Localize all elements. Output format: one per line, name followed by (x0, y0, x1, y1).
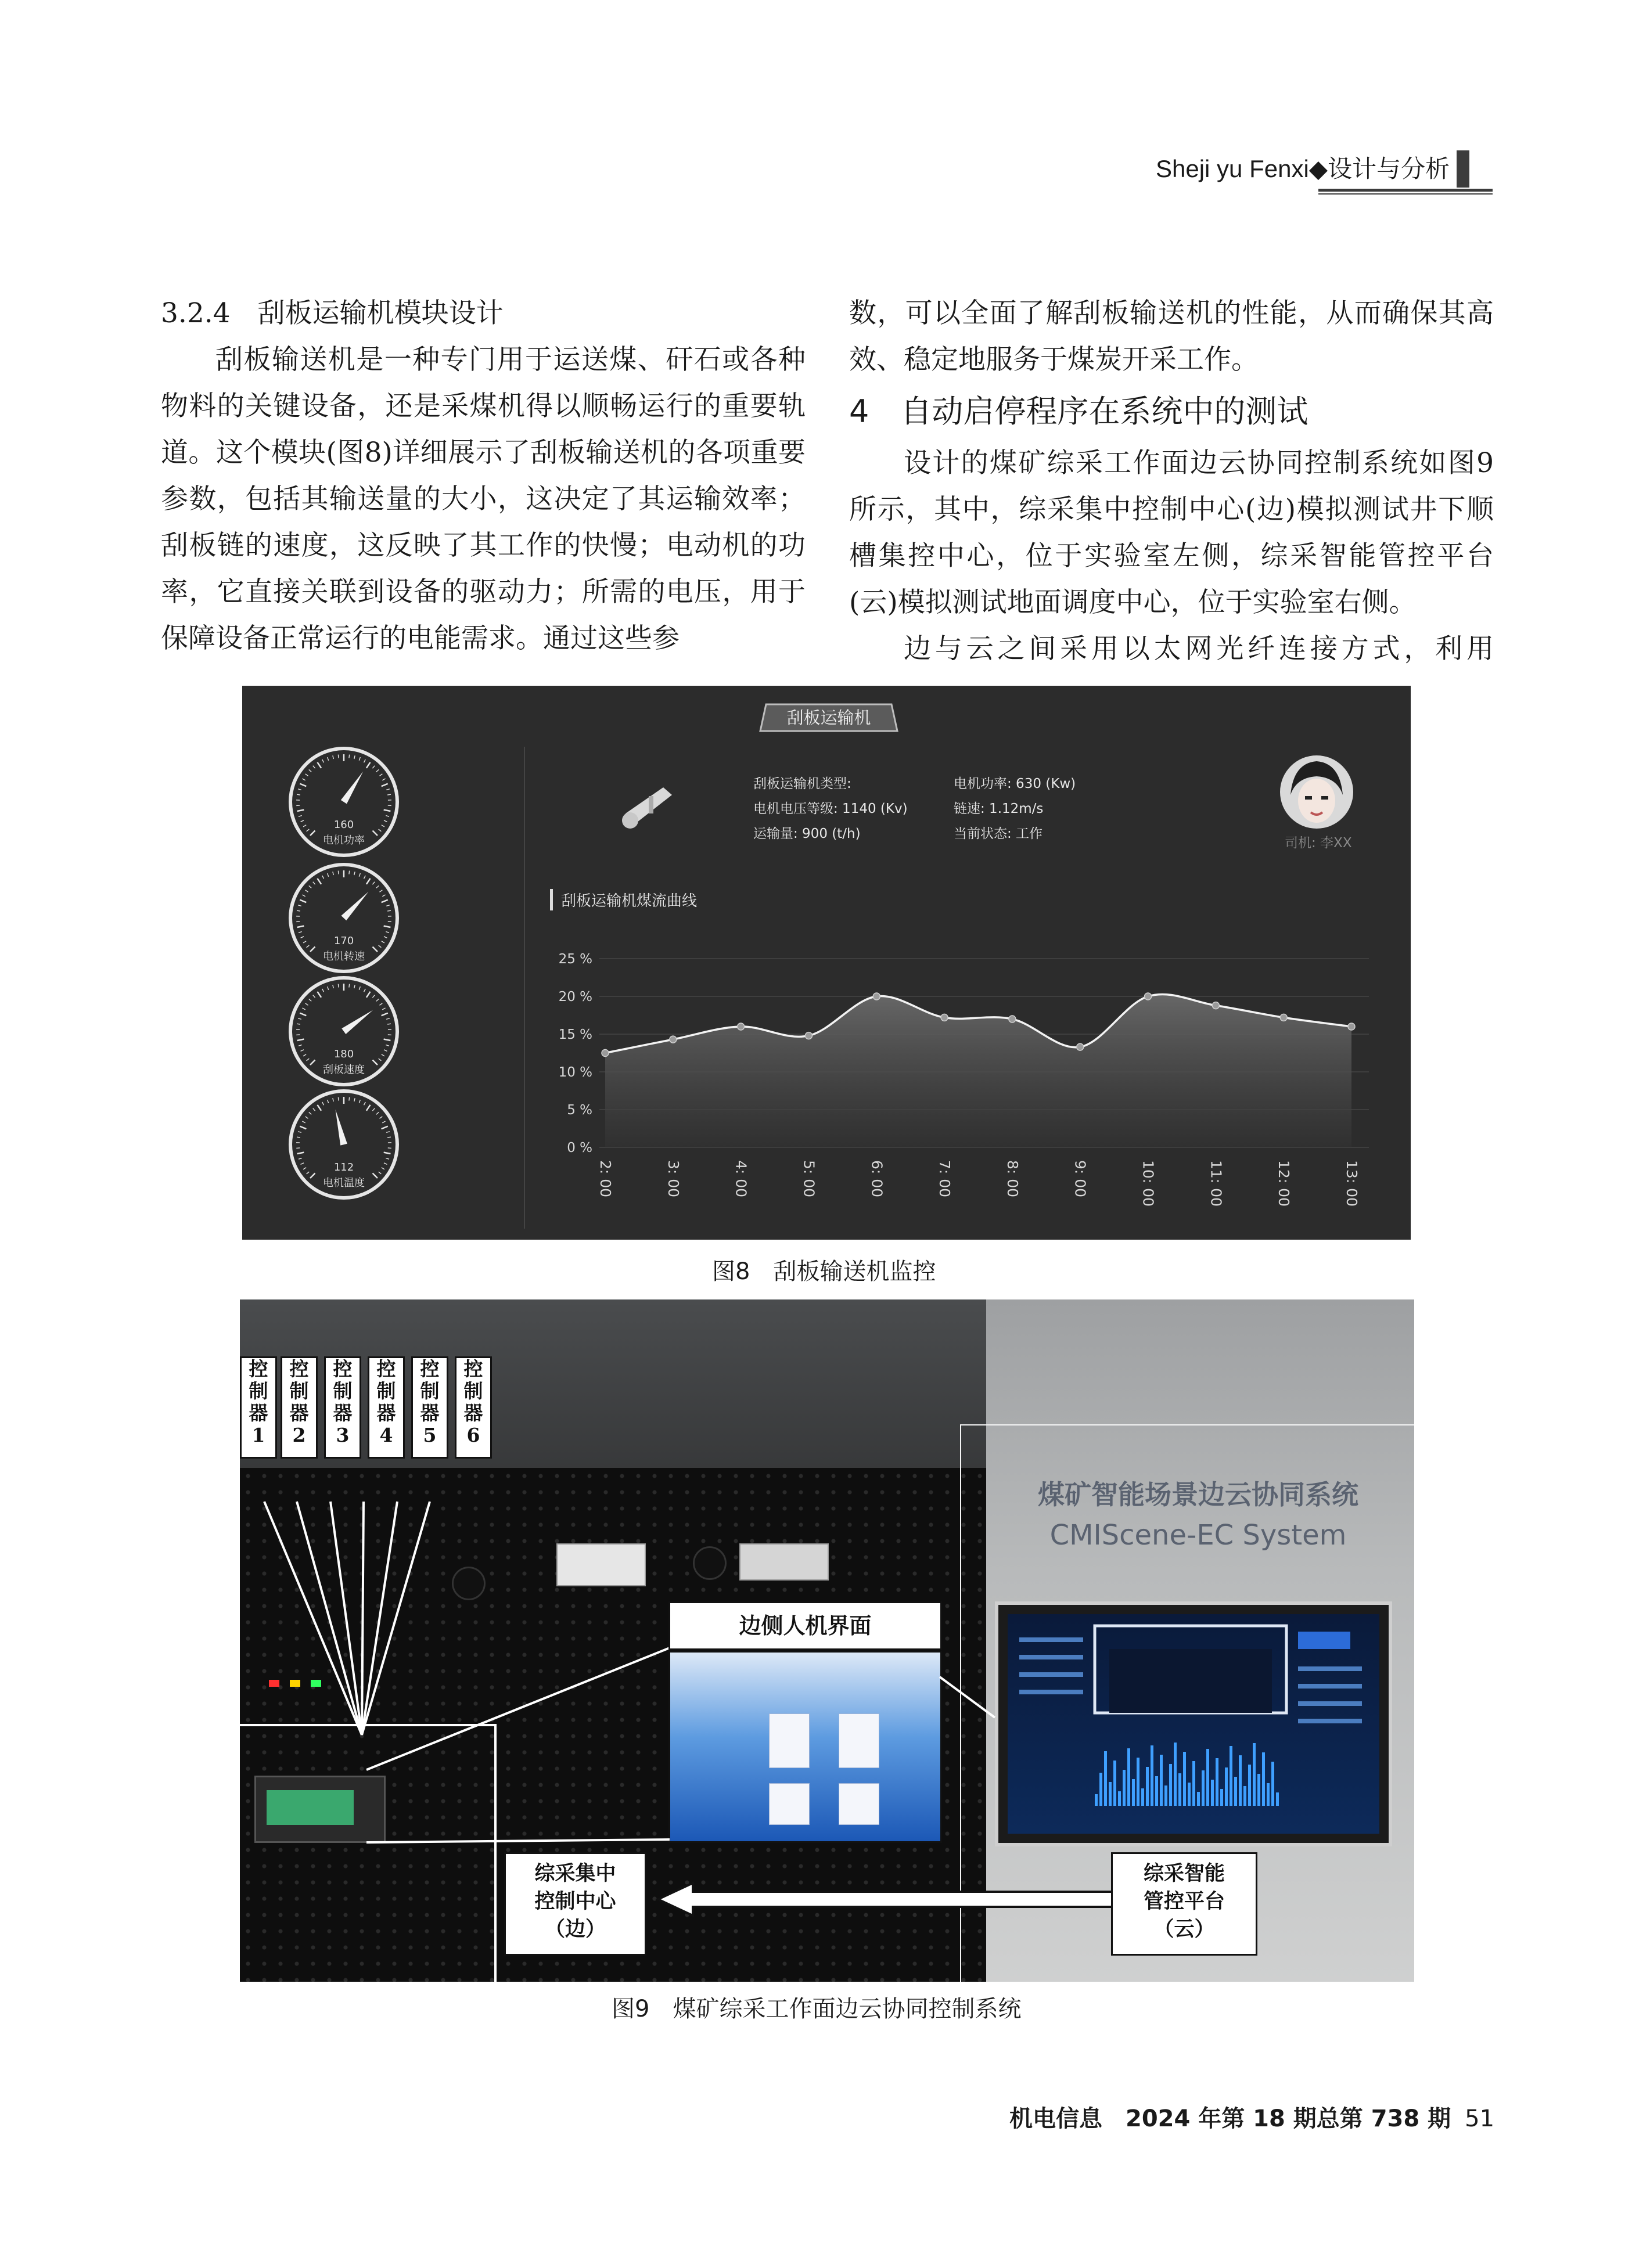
info-type: 刮板运输机类型: (753, 776, 851, 791)
gauge-value: 170 (333, 935, 354, 947)
right-column (849, 290, 1494, 672)
journal-info: 机电信息 2024 年第 18 期总第 738 期 (1009, 2105, 1451, 2132)
gauge-value: 180 (333, 1048, 354, 1060)
coal-flow-chart (533, 906, 1404, 1232)
chart-point (1348, 1023, 1355, 1030)
chart-xtick-label: 7: 00 (936, 1160, 954, 1198)
gauge-tick (387, 794, 391, 795)
chart-point (1009, 1016, 1016, 1023)
chart-xtick-label: 4: 00 (732, 1160, 750, 1198)
edge-control-center-label: 综采集中 控制中心 （边） (504, 1852, 646, 1956)
wall-title-en: CMIScene-EC System (1049, 1519, 1347, 1551)
gauge-tick (387, 910, 391, 911)
header-pinyin: Sheji yu Fenxi (1156, 155, 1309, 182)
chart-xtick-label: 3: 00 (664, 1160, 682, 1198)
gauge-label: 电机温度 (323, 1177, 365, 1189)
chart-xtick-label: 8: 00 (1004, 1160, 1021, 1198)
header-diamond: ◆ (1309, 155, 1328, 182)
subsection-heading: 3.2.4 刮板运输机模块设计 (161, 297, 504, 329)
gauge-tick (297, 910, 300, 911)
panel-divider (524, 747, 525, 1229)
figure-8-panel (242, 686, 1411, 1240)
chart-ytick-label: 5 % (567, 1103, 592, 1118)
gauge-tick (338, 755, 339, 758)
section-heading: 4 自动启停程序在系统中的测试 (849, 393, 1309, 430)
info-volume: 运输量: 900 (t/h) (753, 826, 861, 841)
operator-name: 司机: 李XX (1285, 836, 1352, 851)
edge-hmi-label: 边侧人机界面 (668, 1601, 942, 1650)
header-section-title: 设计与分析 (1328, 154, 1450, 183)
header-rule-thin (1318, 193, 1493, 195)
gauge-label: 刮板速度 (323, 1064, 365, 1076)
controller-2-label: 控 制 器 2 (281, 1356, 318, 1459)
chart-point (873, 993, 880, 1000)
info-status: 当前状态: 工作 (954, 826, 1043, 841)
chart-xtick-label: 10: 00 (1139, 1160, 1157, 1207)
chart-ytick-label: 10 % (558, 1065, 592, 1080)
chart-xtick-label: 9: 00 (1072, 1160, 1089, 1198)
info-power: 电机功率: 630 (Kw) (954, 776, 1076, 791)
left-column (161, 290, 806, 662)
gauge-tick (349, 871, 350, 874)
chart-xtick-label: 2: 00 (597, 1160, 614, 1198)
chart-title: 刮板运输机煤流曲线 (550, 889, 697, 910)
conveyor-machine-icon (614, 779, 678, 831)
gauge-tick (349, 984, 350, 988)
chart-ytick-label: 15 % (558, 1027, 592, 1042)
chart-ytick-label: 25 % (558, 952, 592, 967)
header-rule (1318, 189, 1493, 192)
chart-xtick-label: 12: 00 (1275, 1160, 1293, 1207)
figure-8-caption: 图8 刮板输送机监控 (712, 1258, 936, 1285)
operator-avatar (1279, 754, 1354, 830)
left-paragraph: 刮板输送机是一种专门用于运送煤、矸石或各种物料的关键设备，还是采煤机得以顺畅运行的重要轨道。这个模块(图8)详细展示了刮板输送机的各项重要参数，包括其输送量的大小，这决定了其运输效率；刮板链的速度，这反映了其工作的快慢；电动机的功率，它直接关联到设备的驱动力；所需的电压，用于保障设备正常运行的电能需求。通过这些参 (161, 344, 806, 654)
controller-4-label: 控 制 器 4 (368, 1356, 405, 1459)
chart-xtick-label: 5: 00 (800, 1160, 818, 1198)
page-number: 51 (1465, 2105, 1495, 2132)
gauge-tick (338, 1097, 339, 1101)
gauge-label: 电机转速 (323, 951, 365, 963)
gauge-value: 160 (333, 819, 354, 831)
panel-title: 刮板运输机 (786, 708, 871, 728)
figure-9-photo (240, 1299, 1414, 1982)
gauge-label: 电机功率 (323, 834, 365, 847)
gauge-motor-temp (283, 1086, 405, 1208)
gauge-tick (349, 1097, 350, 1101)
right-paragraph-2: 设计的煤矿综采工作面边云协同控制系统如图9所示，其中，综采集中控制中心(边)模拟测试井下顺槽集控中心，位于实验室左侧，综采智能管控平台(云)模拟测试地面调度中心，位于实验室右侧。 (849, 447, 1494, 618)
gauge-value: 112 (333, 1161, 354, 1173)
gauge-scraper-speed (283, 973, 405, 1095)
chart-ytick-label: 20 % (558, 989, 592, 1005)
chart-ytick-label: 0 % (567, 1140, 592, 1155)
edge-cloud-link-arrow (658, 1883, 1163, 1916)
controller-3-label: 控 制 器 3 (324, 1356, 361, 1459)
info-voltage: 电机电压等级: 1140 (Kv) (753, 801, 908, 816)
figure-9-caption: 图9 煤矿综采工作面边云协同控制系统 (612, 1996, 1022, 2022)
chart-point (738, 1023, 745, 1030)
right-paragraph-continued: 数，可以全面了解刮板输送机的性能，从而确保其高效、稳定地服务于煤炭开采工作。 (849, 297, 1494, 376)
info-chain-speed: 链速: 1.12m/s (954, 801, 1044, 816)
gauge-tick (338, 871, 339, 874)
header-bar-icon (1457, 150, 1469, 188)
chart-xtick-label: 13: 00 (1343, 1160, 1360, 1207)
chart-point (670, 1036, 677, 1043)
chart-point (602, 1050, 609, 1057)
chart-xtick-label: 11: 00 (1207, 1160, 1225, 1207)
gauge-tick (349, 755, 350, 758)
controller-5-label: 控 制 器 5 (411, 1356, 448, 1459)
chart-xtick-label: 6: 00 (868, 1160, 886, 1198)
chart-point (805, 1032, 812, 1039)
chart-point (941, 1014, 948, 1021)
gauge-motor-power (283, 744, 405, 866)
chart-point (1280, 1014, 1287, 1021)
gauge-tick (297, 794, 300, 795)
right-paragraph-3: 边与云之间采用以太网光纤连接方式，利用 (904, 633, 1494, 665)
wall-title-cn: 煤矿智能场景边云协同系统 (1038, 1479, 1358, 1510)
chart-point (1077, 1043, 1084, 1050)
chart-point (1145, 993, 1152, 1000)
gauge-tick (338, 984, 339, 988)
running-header (1156, 150, 1469, 188)
gauge-motor-speed (283, 860, 405, 982)
controller-1-label: 控 制 器 1 (240, 1356, 277, 1459)
controller-6-label: 控 制 器 6 (455, 1356, 492, 1459)
chart-point (1212, 1002, 1219, 1009)
cloud-platform-label: 综采智能 管控平台 （云） (1111, 1852, 1257, 1956)
page-footer (1009, 2100, 1494, 2133)
